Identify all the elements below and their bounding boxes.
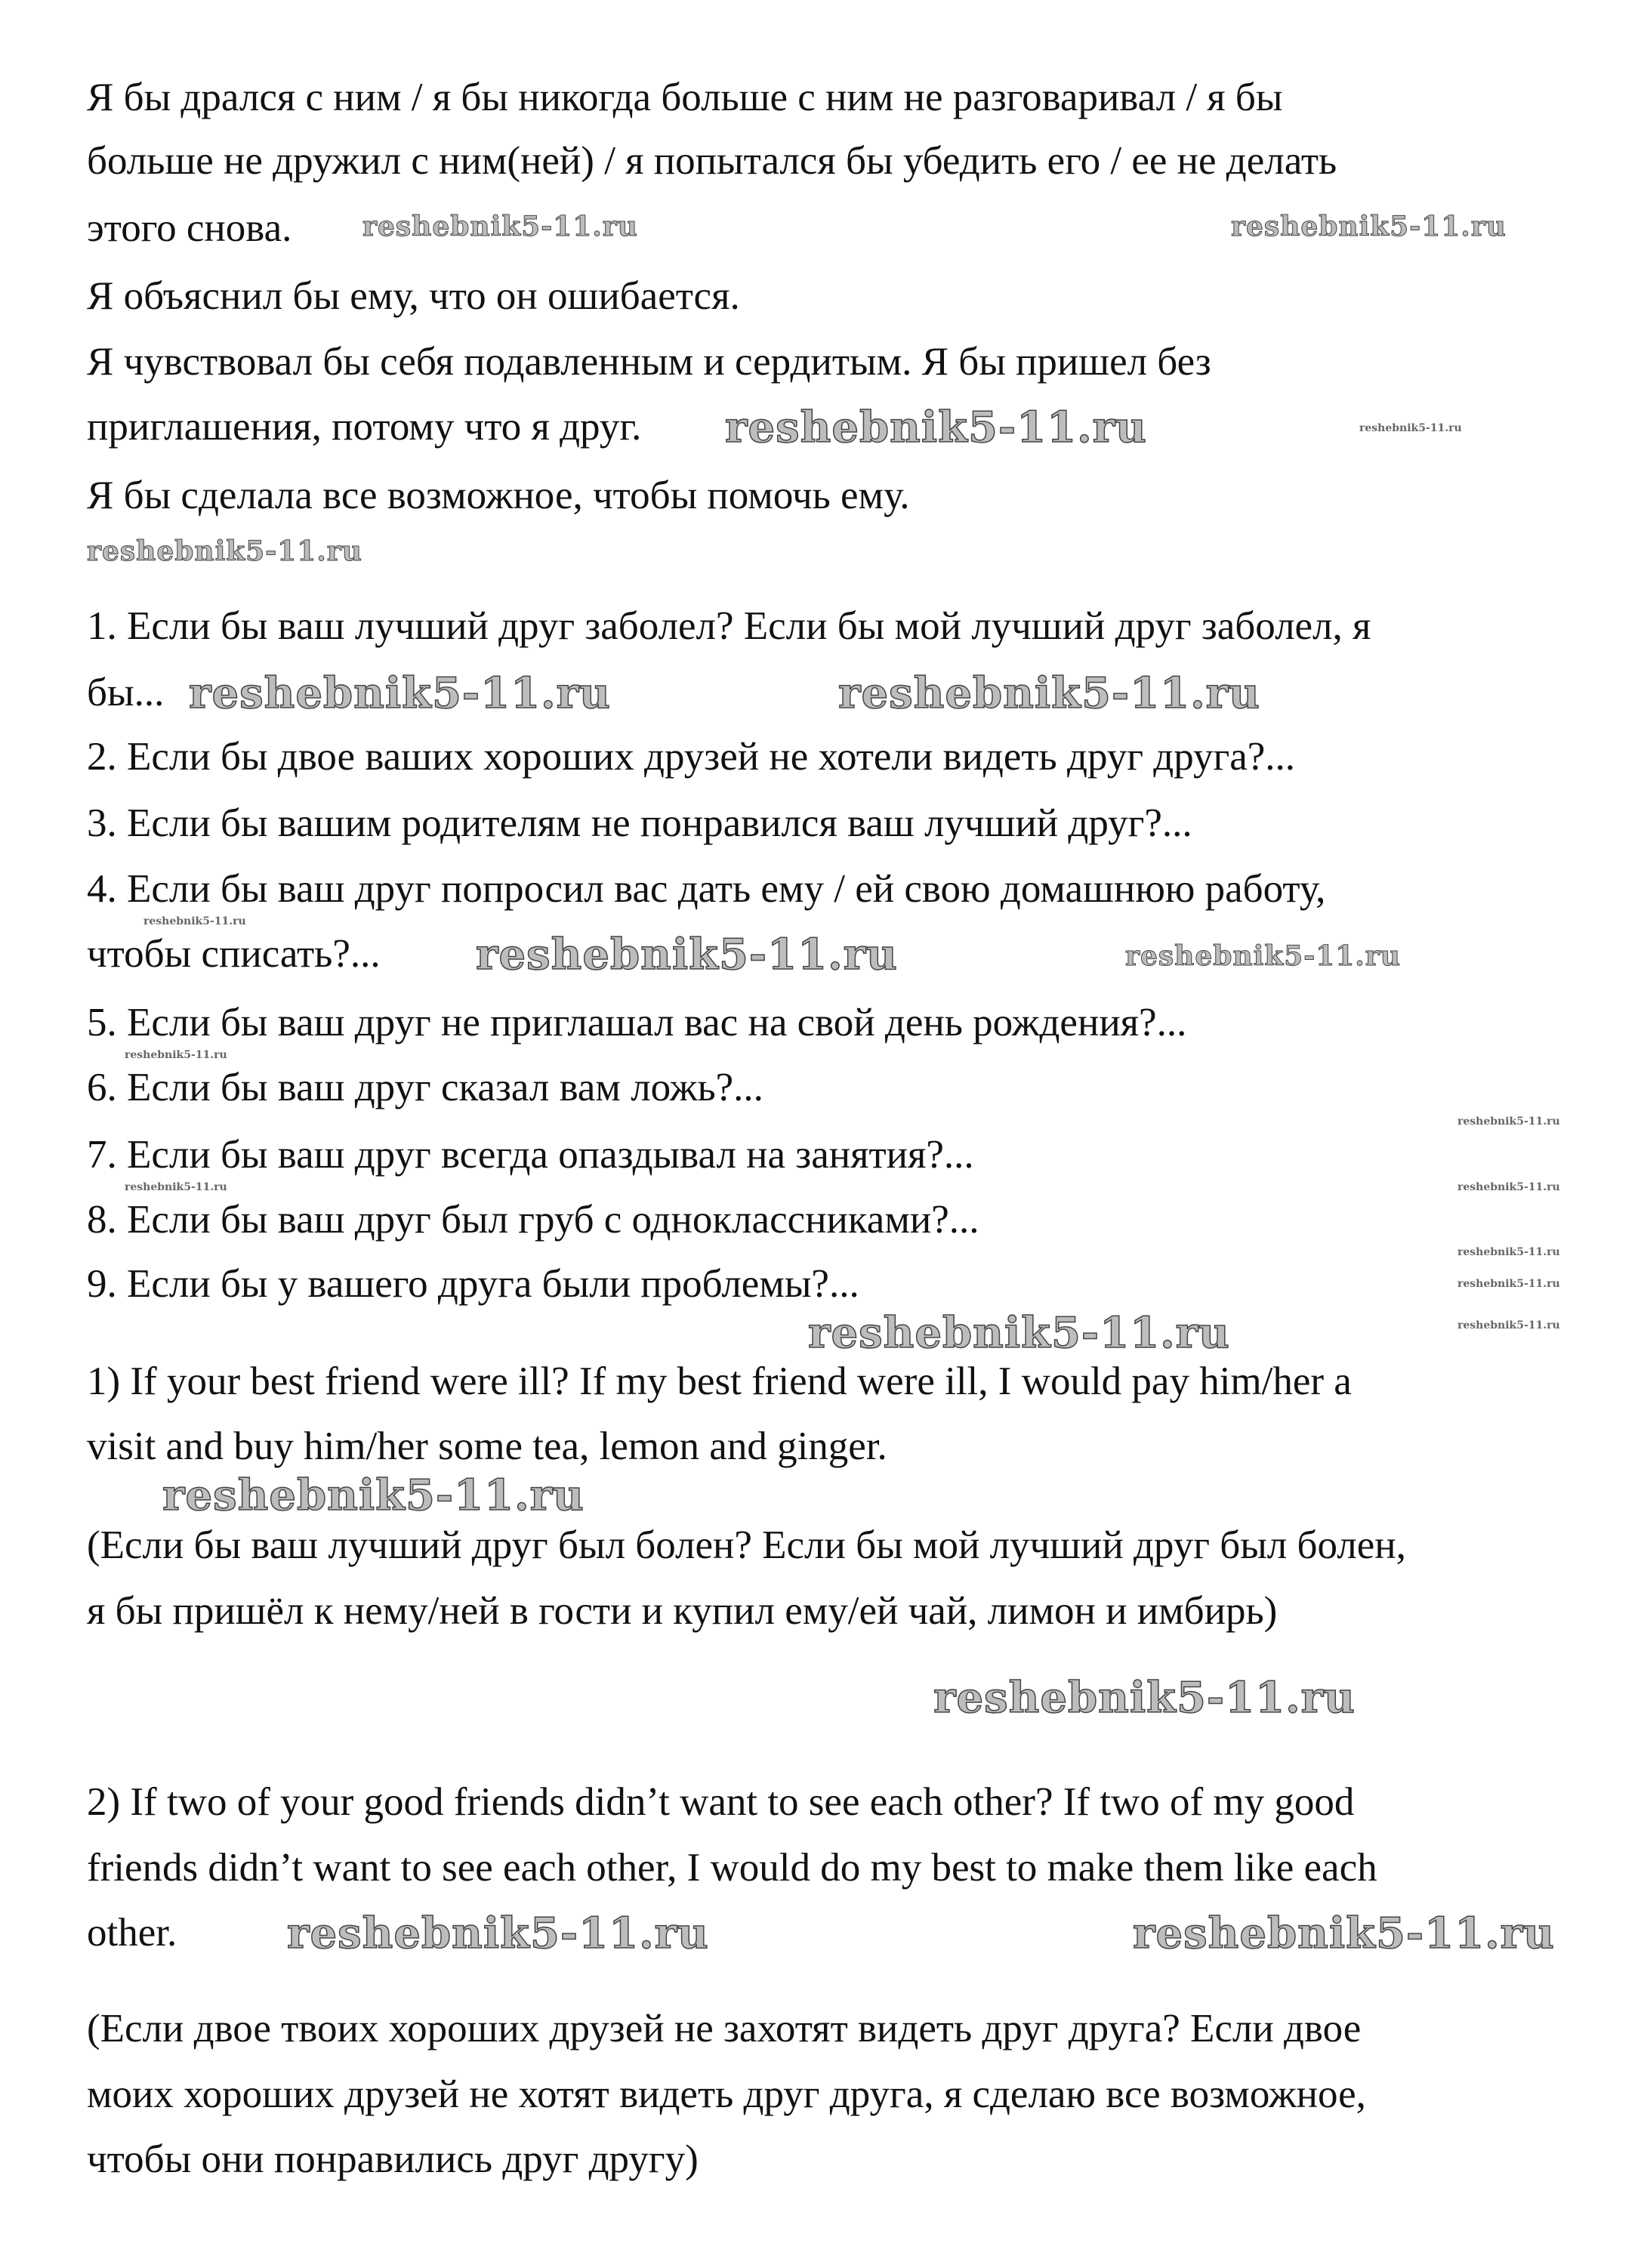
text-line: Я бы сделала все возможное, чтобы помочь ему. (87, 474, 910, 517)
watermark: reshebnik5-11.ru (476, 930, 898, 980)
text-line: friends didn’t want to see each other, I would do my best to make them like each (87, 1846, 1377, 1890)
text-line: 6. Если бы ваш друг сказал вам ложь?... (87, 1066, 763, 1109)
text-line: моих хороших друзей не хотят видеть друг друга, я сделаю все возможное, (87, 2072, 1366, 2116)
text-line: приглашения, потому что я друг. (87, 405, 642, 449)
watermark: reshebnik5-11.ru (1231, 211, 1507, 242)
watermark: reshebnik5-11.ru (1359, 422, 1462, 434)
watermark: reshebnik5-11.ru (125, 1181, 227, 1193)
text-line: Я объяснил бы ему, что он ошибается. (87, 274, 740, 318)
text-line: 2. Если бы двое ваших хороших друзей не хотели видеть друг друга?... (87, 735, 1296, 779)
watermark: reshebnik5-11.ru (362, 211, 638, 242)
watermark: reshebnik5-11.ru (838, 668, 1260, 718)
text-line: 9. Если бы у вашего друга были проблемы?... (87, 1262, 859, 1306)
watermark: reshebnik5-11.ru (162, 1470, 585, 1520)
text-line: 5. Если бы ваш друг не приглашал вас на свой день рождения?... (87, 1001, 1187, 1045)
text-line: 1. Если бы ваш лучший друг заболел? Если бы мой лучший друг заболел, я (87, 604, 1371, 648)
watermark: reshebnik5-11.ru (1125, 940, 1401, 972)
watermark: reshebnik5-11.ru (125, 1049, 227, 1061)
watermark: reshebnik5-11.ru (1457, 1278, 1560, 1290)
text-line: 2) If two of your good friends didn’t want to see each other? If two of my good (87, 1780, 1355, 1824)
watermark: reshebnik5-11.ru (1133, 1909, 1555, 1958)
watermark: reshebnik5-11.ru (725, 403, 1147, 452)
watermark: reshebnik5-11.ru (1457, 1319, 1560, 1331)
text-line: чтобы они понравились друг другу) (87, 2137, 699, 2181)
text-line: (Если двое твоих хороших друзей не захотят видеть друг друга? Если двое (87, 2007, 1362, 2050)
text-line: я бы пришёл к нему/ней в гости и купил ему/ей чай, лимон и имбирь) (87, 1589, 1278, 1633)
watermark: reshebnik5-11.ru (933, 1673, 1356, 1723)
watermark: reshebnik5-11.ru (1457, 1181, 1560, 1193)
watermark: reshebnik5-11.ru (143, 915, 246, 927)
watermark: reshebnik5-11.ru (189, 668, 611, 718)
text-line: бы... (87, 671, 165, 714)
text-line: больше не дружил с ним(ней) / я попытался бы убедить его / ее не делать (87, 139, 1337, 183)
text-line: 8. Если бы ваш друг был груб с одноклассниками?... (87, 1198, 979, 1242)
watermark: reshebnik5-11.ru (87, 535, 362, 567)
text-line: 7. Если бы ваш друг всегда опаздывал на занятия?... (87, 1133, 974, 1177)
text-line: 4. Если бы ваш друг попросил вас дать ему / ей свою домашнюю работу, (87, 867, 1326, 911)
text-line: other. (87, 1911, 177, 1955)
text-line: Я бы дрался с ним / я бы никогда больше с ним не разговаривал / я бы (87, 76, 1283, 119)
text-line: 3. Если бы вашим родителям не понравился ваш лучший друг?... (87, 801, 1192, 845)
text-line: (Если бы ваш лучший друг был болен? Если бы мой лучший друг был болен, (87, 1523, 1406, 1567)
text-line: чтобы списать?... (87, 932, 381, 976)
text-line: Я чувствовал бы себя подавленным и сердитым. Я бы пришел без (87, 340, 1211, 384)
watermark: reshebnik5-11.ru (1457, 1115, 1560, 1128)
text-line: visit and buy him/her some tea, lemon and ginger. (87, 1424, 887, 1468)
text-line: этого снова. (87, 206, 292, 250)
watermark: reshebnik5-11.ru (808, 1308, 1230, 1358)
text-line: 1) If your best friend were ill? If my best friend were ill, I would pay him/her a (87, 1359, 1352, 1403)
watermark: reshebnik5-11.ru (287, 1909, 709, 1958)
watermark: reshebnik5-11.ru (1457, 1246, 1560, 1258)
